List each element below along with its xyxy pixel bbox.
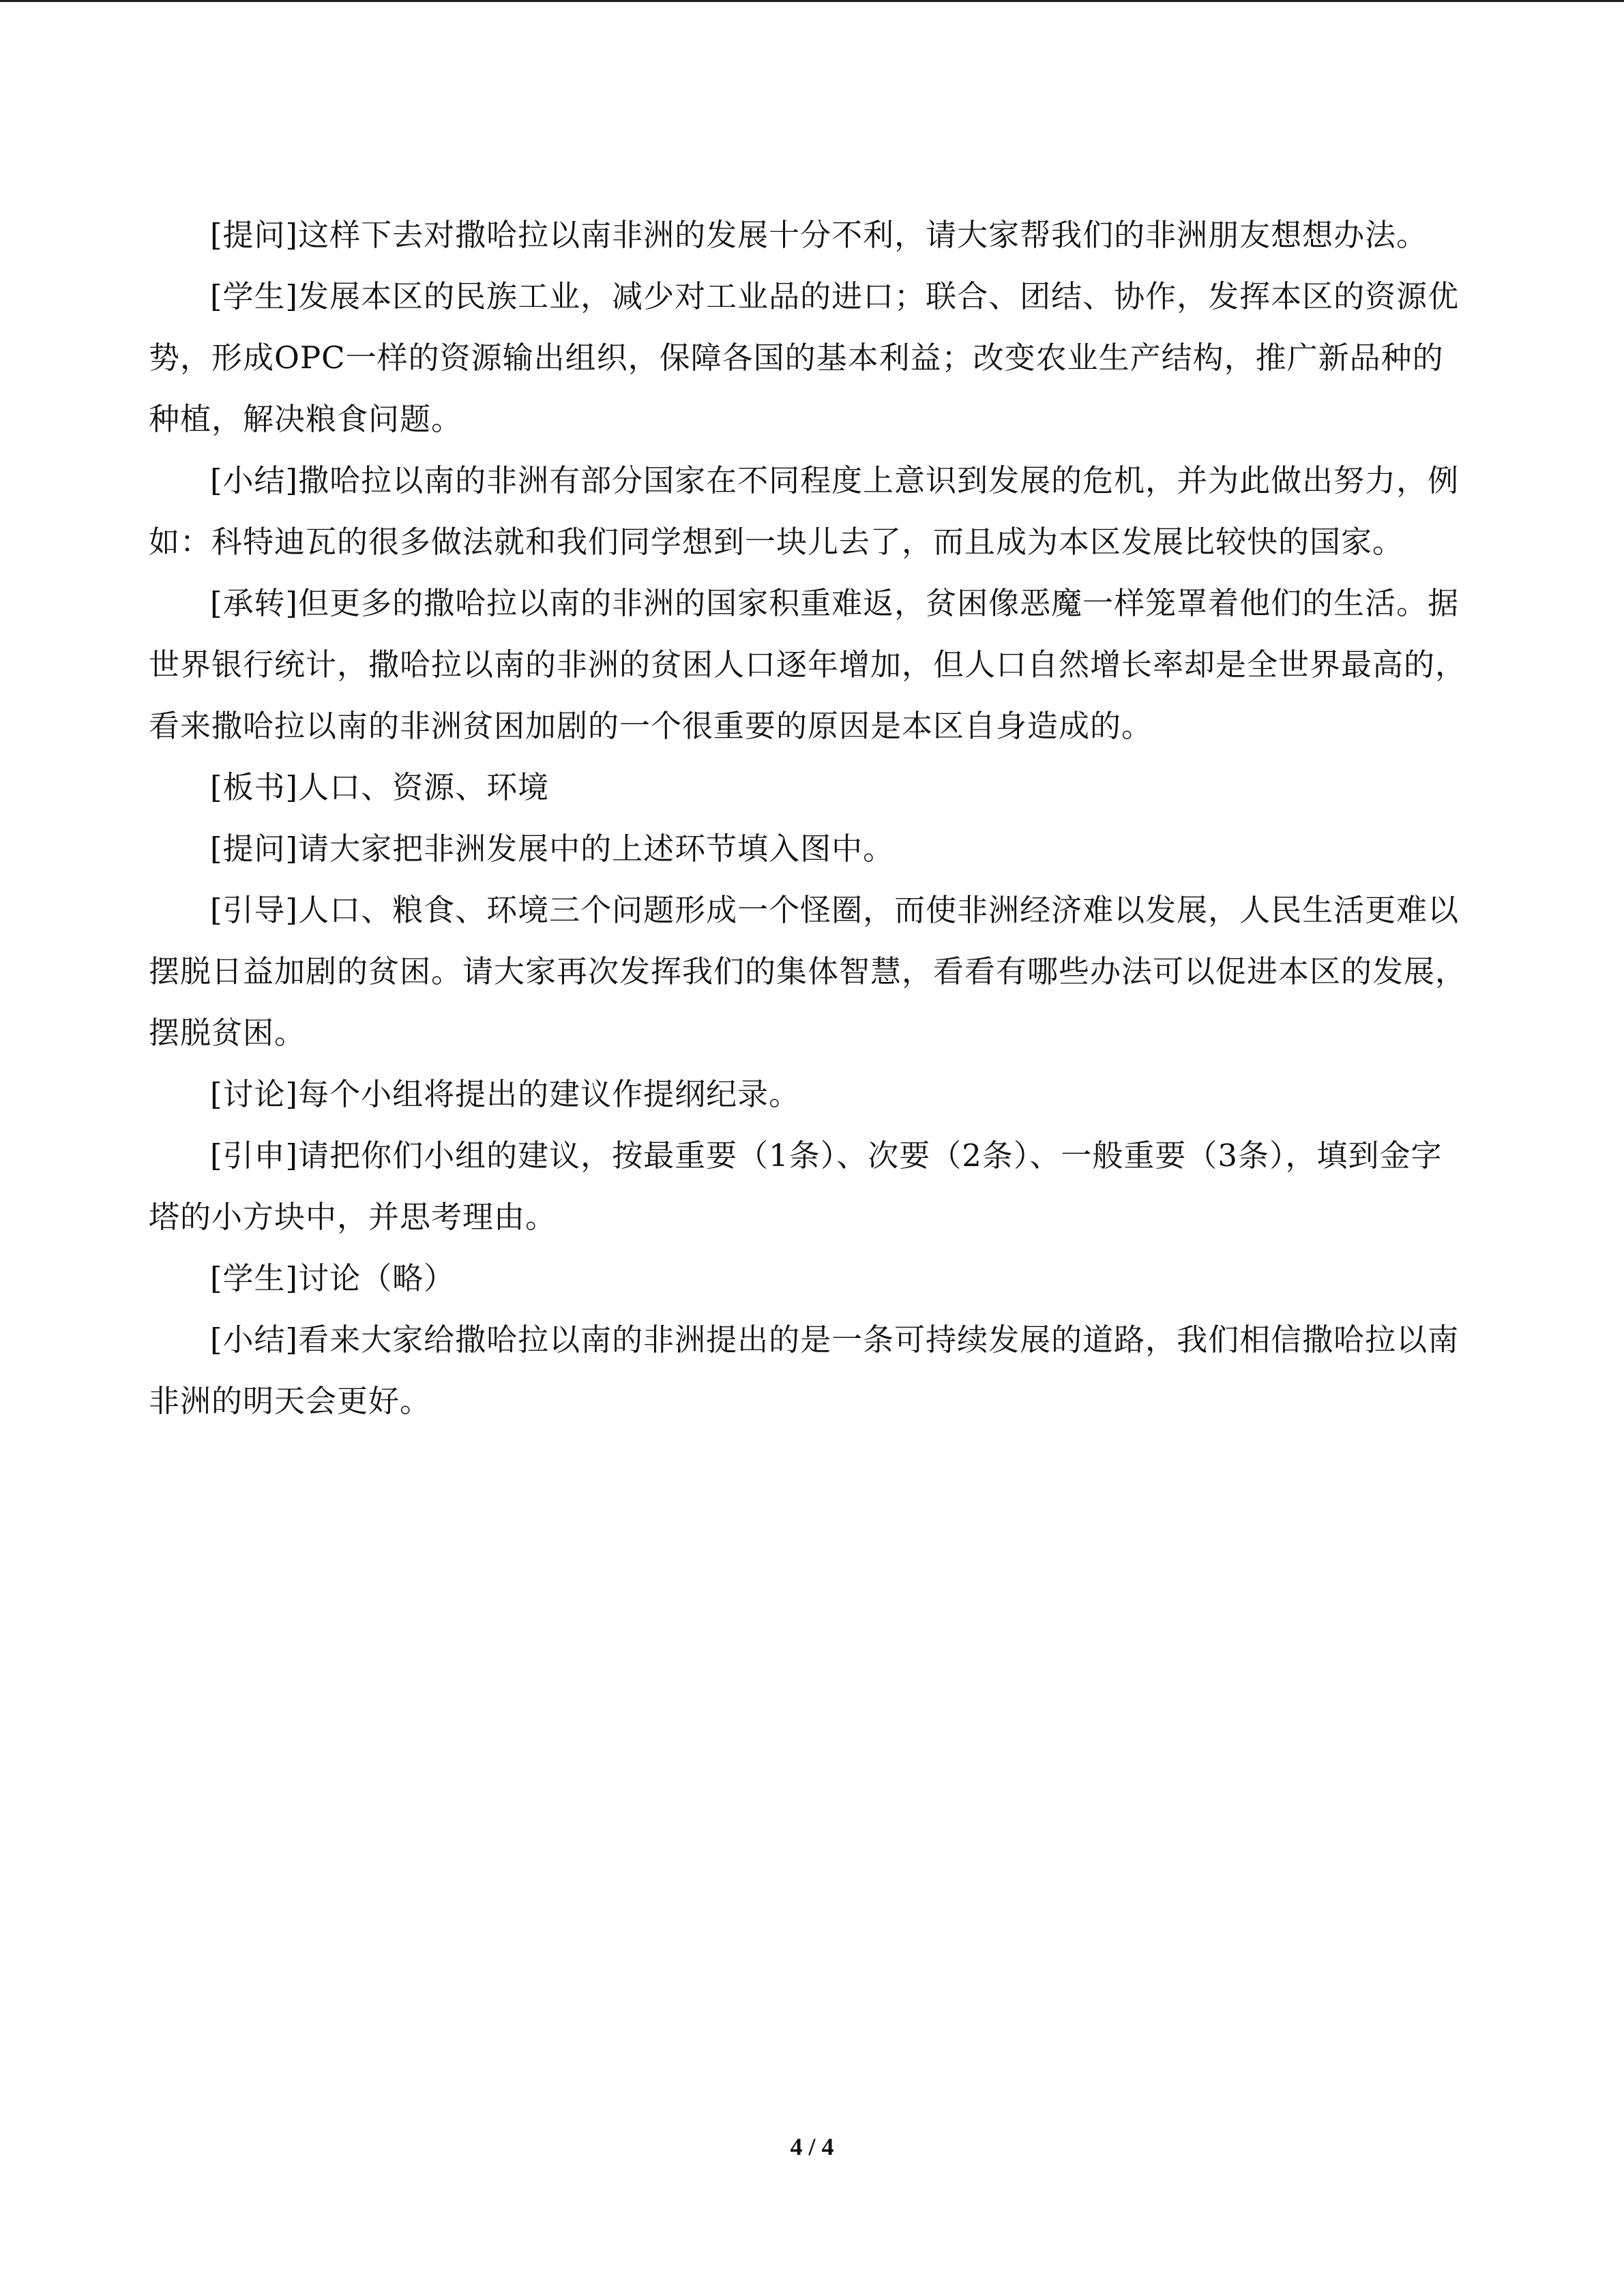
paragraph-extension-pyramid: [引申]请把你们小组的建议，按最重要（1条）、次要（2条）、一般重要（3条），填到金字塔的小方块中，并思考理由。 [149, 1137, 1443, 1235]
page-number: 4 / 4 [790, 2133, 834, 2160]
paragraph-student-discussion: [学生]讨论（略） [210, 1260, 456, 1296]
paragraph-guidance-vicious-circle: [引导]人口、粮食、环境三个问题形成一个怪圈，而使非洲经济难以发展，人民生活更难以摆脱日益加剧的贫困。请大家再次发挥我们的集体智慧，看看有哪些办法可以促进本区的发展，摆脱贫困。 [149, 892, 1467, 1051]
paragraph-discussion: [讨论]每个小组将提出的建议作提纲纪录。 [210, 1076, 801, 1112]
paragraph-transition-poverty: [承转]但更多的撒哈拉以南的非洲的国家积重难返，贫困像恶魔一样笼罩着他们的生活。据世界银行统计，撒哈拉以南的非洲的贫困人口逐年增加，但人口自然增长率却是全世界最高的，看来撒哈拉以南的非洲贫困加剧的一个很重要的原因是本区自身造成的。 [149, 585, 1467, 744]
paragraph-board-writing: [板书]人口、资源、环境 [210, 769, 550, 805]
paragraph-student-ideas: [学生]发展本区的民族工业，减少对工业品的进口；联合、团结、协作，发挥本区的资源优势，形成OPC一样的资源输出组织，保障各国的基本利益；改变农业生产结构，推广新品种的种植，解决粮食问题。 [149, 278, 1460, 437]
paragraph-summary-cote-divoire: [小结]撒哈拉以南的非洲有部分国家在不同程度上意识到发展的危机，并为此做出努力，例如：科特迪瓦的很多做法就和我们同学想到一块儿去了，而且成为本区发展比较快的国家。 [149, 462, 1460, 560]
page-top-border [0, 0, 1624, 2]
paragraph-final-summary: [小结]看来大家给撒哈拉以南的非洲提出的是一条可持续发展的道路，我们相信撒哈拉以南非洲的明天会更好。 [149, 1322, 1460, 1419]
paragraph-question-help: [提问]这样下去对撒哈拉以南非洲的发展十分不利，请大家帮我们的非洲朋友想想办法。 [210, 217, 1428, 253]
document-body [149, 205, 1473, 1432]
paragraph-question-diagram: [提问]请大家把非洲发展中的上述环节填入图中。 [210, 831, 895, 867]
